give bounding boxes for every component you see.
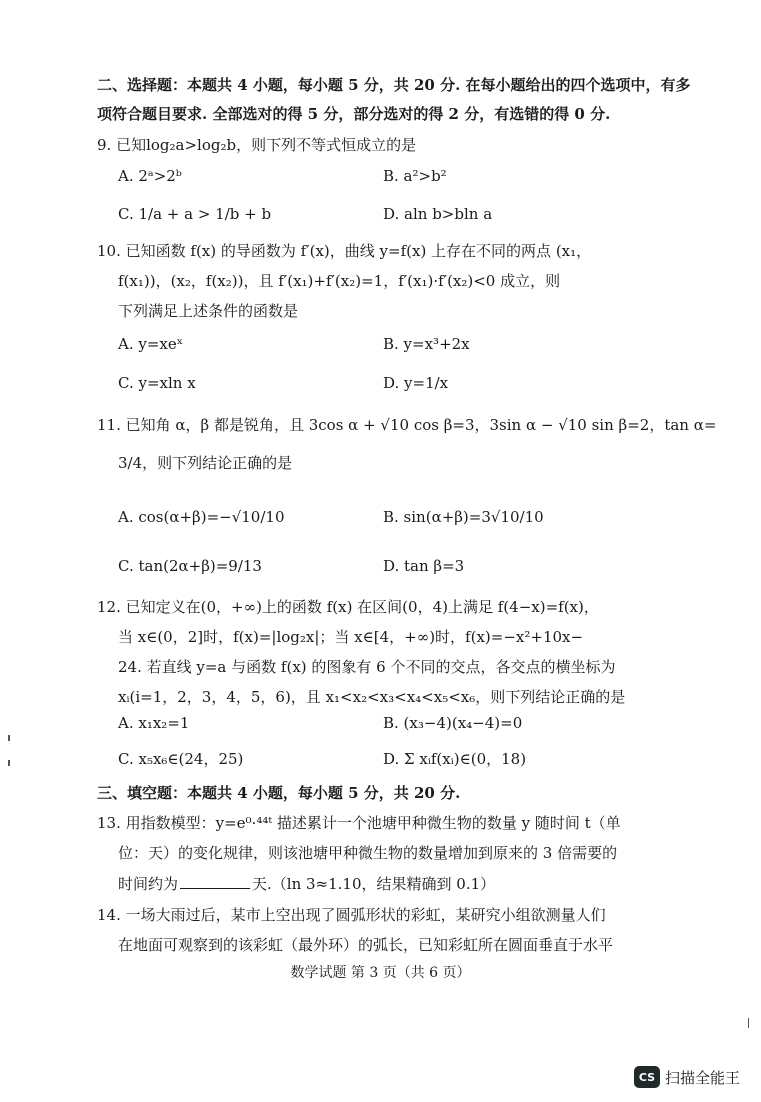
q12-option-c: C. x₅x₆∈(24，25) xyxy=(118,750,244,768)
q10-stem-2: f(x₁))，(x₂，f(x₂))，且 f′(x₁)+f′(x₂)=1，f′(x₁)·f′(x₂)<0 成立，则 xyxy=(118,272,561,290)
q14-stem-2: 在地面可观察到的该彩虹（最外环）的弧长，已知彩虹所在圆面垂直于水平 xyxy=(118,936,614,954)
q9-option-a: A. 2ᵃ>2ᵇ xyxy=(118,167,182,185)
q12-option-a: A. x₁x₂=1 xyxy=(118,714,190,732)
q13-stem-3a: 时间约为 xyxy=(118,875,179,893)
scan-mark xyxy=(8,760,10,766)
section2-header-cont: 项符合题目要求. 全部选对的得 5 分，部分选对的得 2 分，有选错的得 0 分. xyxy=(97,105,611,123)
q10-option-d: D. y=1/x xyxy=(383,374,449,392)
section2-header: 二、选择题：本题共 4 小题，每小题 5 分，共 20 分. 在每小题给出的四个选项中，有多 xyxy=(97,76,691,94)
q9-option-b: B. a²>b² xyxy=(383,167,447,185)
q12-option-b: B. (x₃−4)(x₄−4)=0 xyxy=(383,714,523,732)
scan-mark xyxy=(748,1018,749,1028)
q12-stem-3: 24. 若直线 y=a 与函数 f(x) 的图象有 6 个不同的交点，各交点的横坐标为 xyxy=(118,658,616,676)
camscanner-badge xyxy=(634,1065,740,1089)
q11-stem-1: 11. 已知角 α，β 都是锐角，且 3cos α + √10 cos β=3，3sin α − √10 sin β=2，tan α= xyxy=(97,416,717,434)
q14-stem-1: 14. 一场大雨过后，某市上空出现了圆弧形状的彩虹，某研究小组欲测量人们 xyxy=(97,906,606,924)
q10-option-b: B. y=x³+2x xyxy=(383,335,470,353)
q13-stem-3 xyxy=(118,872,495,895)
scan-mark xyxy=(8,735,10,741)
camscanner-label: 扫描全能王 xyxy=(665,1068,741,1087)
q13-stem-3b: 天.（ln 3≈1.10，结果精确到 0.1） xyxy=(252,875,496,893)
answer-blank xyxy=(180,872,250,889)
q10-stem-3: 下列满足上述条件的函数是 xyxy=(118,302,299,320)
section3-header: 三、填空题：本题共 4 小题，每小题 5 分，共 20 分. xyxy=(97,784,461,802)
q9-stem: 9. 已知log₂a>log₂b，则下列不等式恒成立的是 xyxy=(97,136,417,154)
q11-option-c: C. tan(2α+β)=9/13 xyxy=(118,557,262,575)
q12-stem-2: 当 x∈(0，2]时，f(x)=|log₂x|；当 x∈[4，+∞)时，f(x)=−x²+10x− xyxy=(118,628,584,646)
q11-option-a: A. cos(α+β)=−√10/10 xyxy=(118,508,285,526)
q12-stem-1: 12. 已知定义在(0，+∞)上的函数 f(x) 在区间(0，4)上满足 f(4−x)=f(x)， xyxy=(97,598,599,616)
q13-stem-1: 13. 用指数模型：y=e⁰·⁴⁴ᵗ 描述累计一个池塘甲种微生物的数量 y 随时间 t（单 xyxy=(97,814,621,832)
q13-stem-2: 位：天）的变化规律，则该池塘甲种微生物的数量增加到原来的 3 倍需要的 xyxy=(118,844,618,862)
q12-stem-4: xᵢ(i=1，2，3，4，5，6)，且 x₁<x₂<x₃<x₄<x₅<x₆，则下列结论正确的是 xyxy=(118,688,626,706)
q9-option-d: D. aln b>bln a xyxy=(383,205,493,223)
q11-option-b: B. sin(α+β)=3√10/10 xyxy=(383,508,544,526)
q10-option-a: A. y=xeˣ xyxy=(118,335,184,353)
q9-option-c: C. 1/a + a > 1/b + b xyxy=(118,205,272,223)
q12-option-d: D. Σ xᵢf(xᵢ)∈(0，18) xyxy=(383,750,527,768)
q11-stem-2: 3/4，则下列结论正确的是 xyxy=(118,454,293,472)
q10-stem-1: 10. 已知函数 f(x) 的导函数为 f′(x)，曲线 y=f(x) 上存在不同的两点 (x₁， xyxy=(97,242,592,260)
page-footer: 数学试题 第 3 页（共 6 页） xyxy=(290,965,471,981)
camscanner-logo-icon: CS xyxy=(634,1066,660,1088)
q10-option-c: C. y=xln x xyxy=(118,374,196,392)
q11-option-d: D. tan β=3 xyxy=(383,557,465,575)
